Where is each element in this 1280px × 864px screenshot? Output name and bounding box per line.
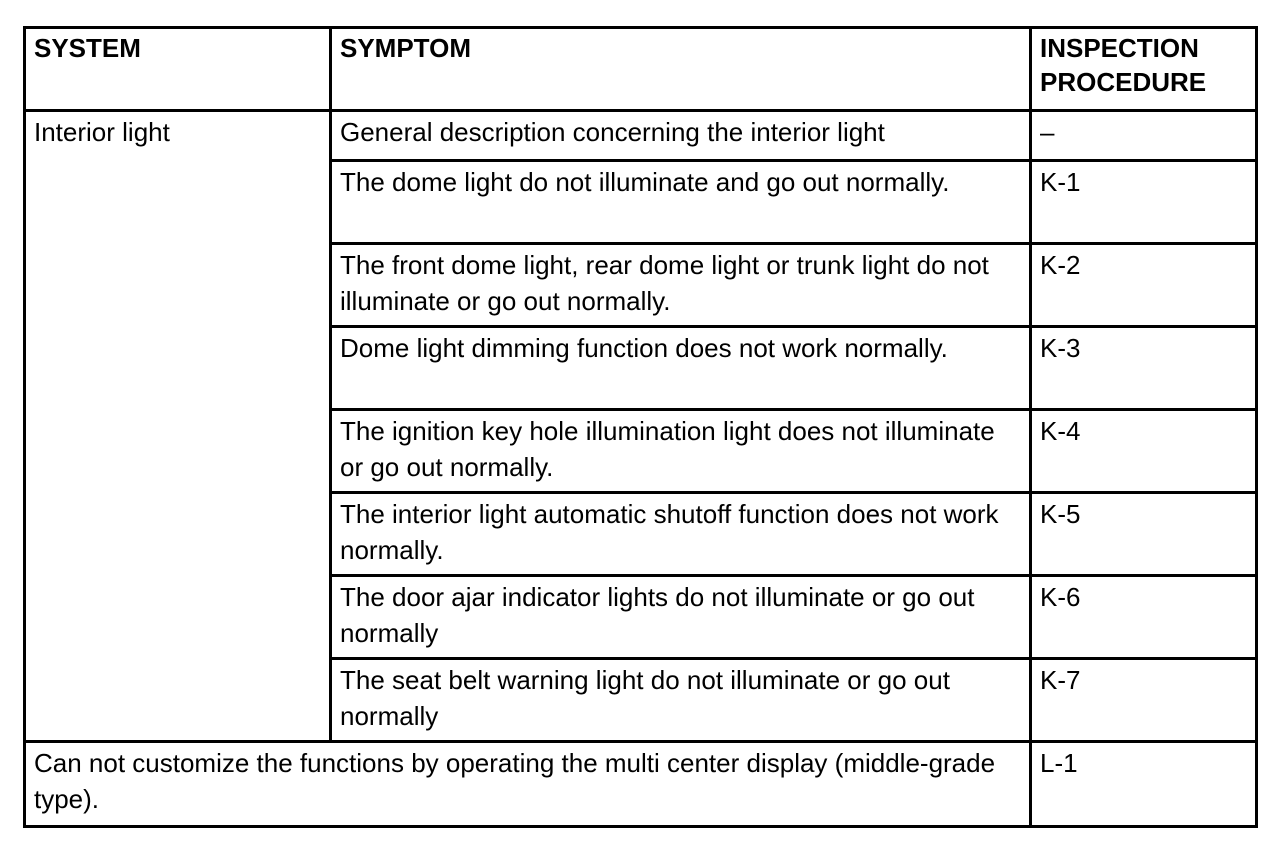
symptom-cell: The front dome light, rear dome light or trunk light do not illuminate or go out normally.: [331, 244, 1031, 327]
footer-row: [25, 742, 1257, 827]
symptom-cell: The dome light do not illuminate and go out normally.: [331, 161, 1031, 244]
symptom-cell: General description concerning the interior light: [331, 111, 1031, 161]
procedure-cell: K-6: [1031, 576, 1257, 659]
symptom-cell: The ignition key hole illumination light does not illuminate or go out normally.: [331, 410, 1031, 493]
header-symptom: SYMPTOM: [331, 28, 1031, 111]
system-cell-interior-light: Interior light: [25, 111, 331, 742]
symptom-cell: The interior light automatic shutoff function does not work normally.: [331, 493, 1031, 576]
symptom-cell: The door ajar indicator lights do not illuminate or go out normally: [331, 576, 1031, 659]
procedure-cell: K-1: [1031, 161, 1257, 244]
table-row: [25, 111, 1257, 161]
header-inspection-procedure: INSPECTION PROCEDURE: [1031, 28, 1257, 111]
procedure-cell: K-3: [1031, 327, 1257, 410]
header-row: [25, 28, 1257, 111]
header-system: SYSTEM: [25, 28, 331, 111]
inspection-table: [23, 26, 1258, 828]
procedure-cell: –: [1031, 111, 1257, 161]
procedure-cell: K-7: [1031, 659, 1257, 742]
symptom-cell: The seat belt warning light do not illuminate or go out normally: [331, 659, 1031, 742]
footer-procedure-cell: L-1: [1031, 742, 1257, 827]
procedure-cell: K-5: [1031, 493, 1257, 576]
symptom-cell: Dome light dimming function does not work normally.: [331, 327, 1031, 410]
footer-symptom-cell: Can not customize the functions by operating the multi center display (middle-grade type).: [25, 742, 1031, 827]
procedure-cell: K-2: [1031, 244, 1257, 327]
procedure-cell: K-4: [1031, 410, 1257, 493]
